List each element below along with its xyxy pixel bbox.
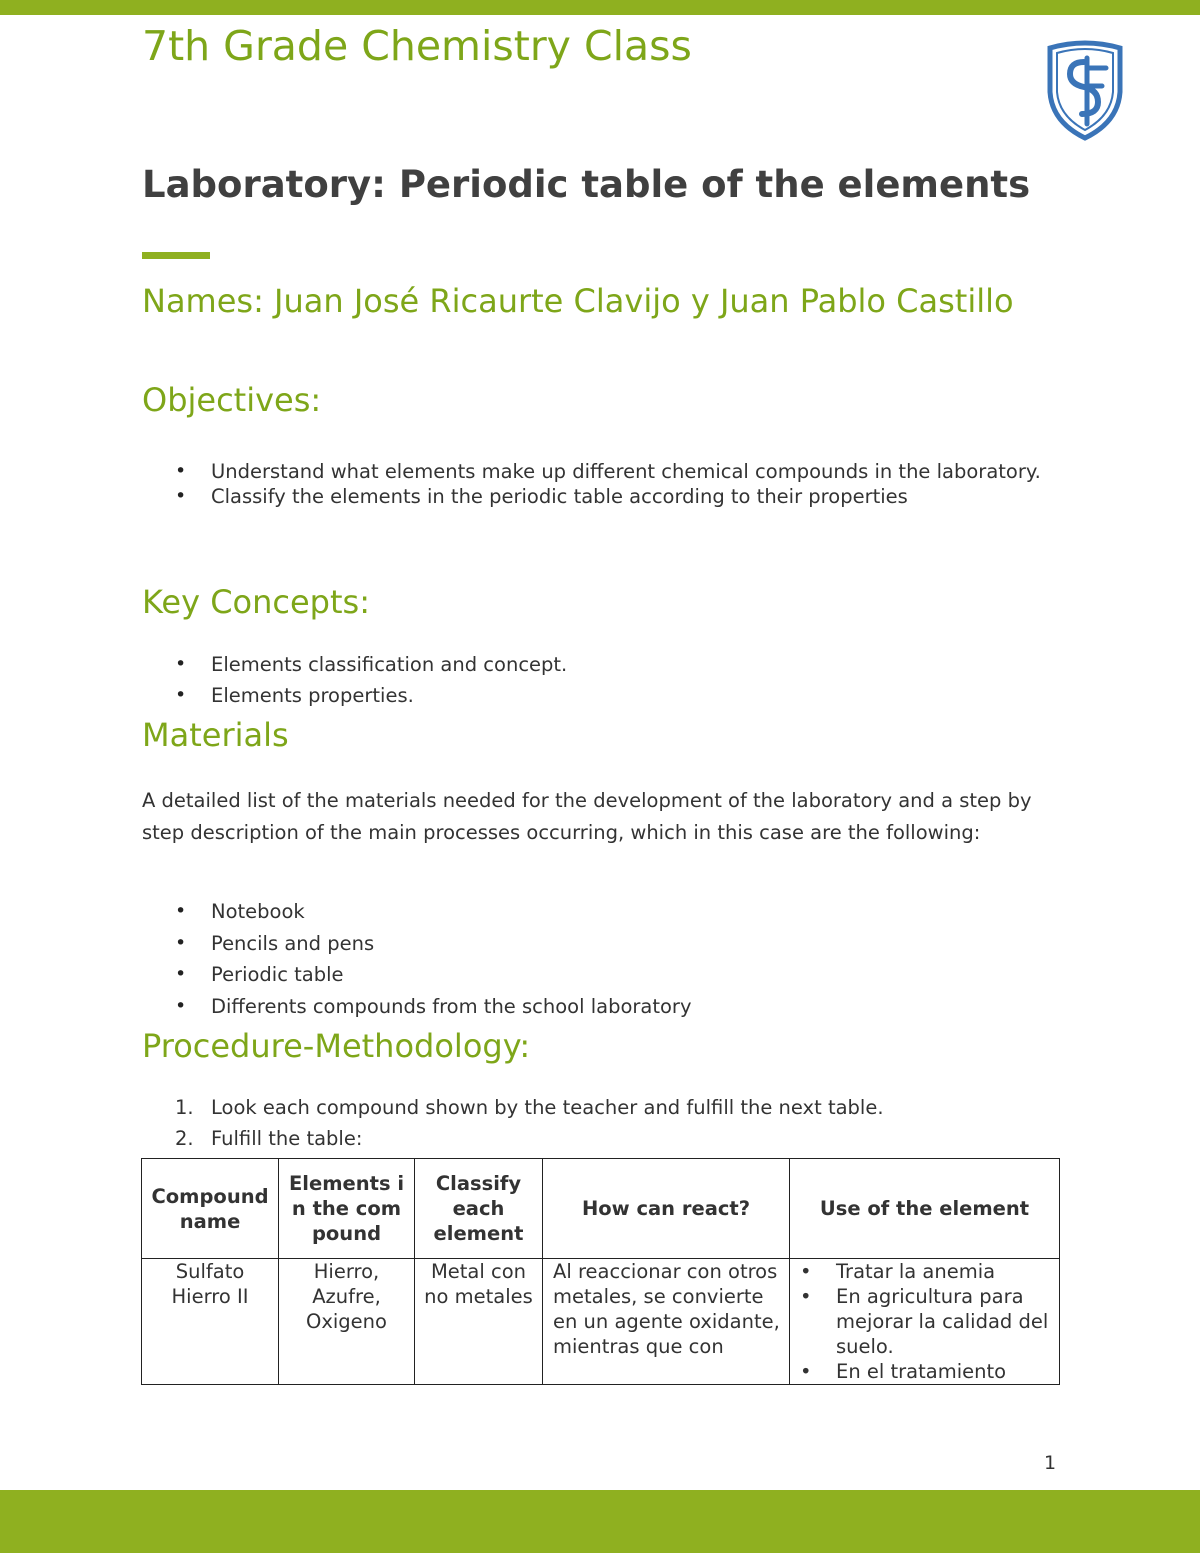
column-header: Compound name xyxy=(142,1159,279,1259)
column-header: Elements in the compound xyxy=(279,1159,415,1259)
document-title: Laboratory: Periodic table of the elements xyxy=(142,163,1031,206)
list-item: • Classify the elements in the periodic table according to their properties xyxy=(142,484,1042,509)
step-number: 2. xyxy=(175,1127,194,1150)
objectives-list xyxy=(142,459,1042,509)
classification-cell: Metal con no metales xyxy=(415,1259,543,1385)
top-accent-bar xyxy=(0,0,1200,15)
uses-list xyxy=(796,1259,1053,1384)
list-item: • Tratar la anemia xyxy=(796,1259,1053,1284)
materials-list xyxy=(142,899,1042,1019)
step-text: Fulfill the table: xyxy=(211,1127,363,1150)
page-number: 1 xyxy=(1044,1452,1057,1474)
compound-cell: Sulfato Hierro II xyxy=(142,1259,279,1385)
list-item: • Elements properties. xyxy=(142,683,1042,708)
header-title: 7th Grade Chemistry Class xyxy=(142,22,692,70)
list-item: • Differents compounds from the school laboratory xyxy=(142,994,1042,1019)
column-header: Classify each element xyxy=(415,1159,543,1259)
key-concepts-heading: Key Concepts: xyxy=(142,583,370,621)
list-item: • Periodic table xyxy=(142,962,1042,987)
table-header-row xyxy=(142,1159,1060,1259)
step-number: 1. xyxy=(175,1096,194,1119)
column-header: How can react? xyxy=(543,1159,790,1259)
materials-heading: Materials xyxy=(142,716,289,754)
list-item: • Notebook xyxy=(142,899,1042,924)
uses-cell xyxy=(790,1259,1060,1385)
school-crest-logo xyxy=(1044,40,1126,142)
list-item: • Understand what elements make up different chemical compounds in the laboratory. xyxy=(142,459,1042,484)
reaction-cell: Al reaccionar con otros metales, se convierte en un agente oxidante, mientras que con xyxy=(543,1259,790,1385)
table-row xyxy=(142,1259,1060,1385)
step-text: Look each compound shown by the teacher and fulfill the next table. xyxy=(211,1096,884,1119)
list-item: • En agricultura para mejorar la calidad del suelo. xyxy=(796,1284,1053,1359)
list-item: • Pencils and pens xyxy=(142,931,1042,956)
list-item: • Elements classification and concept. xyxy=(142,652,1042,677)
list-item: • En el tratamiento xyxy=(796,1359,1053,1384)
column-header: Use of the element xyxy=(790,1159,1060,1259)
bottom-accent-bar xyxy=(0,1490,1200,1553)
materials-paragraph: A detailed list of the materials needed for the development of the laboratory and a step by step description of the main processes occurring, which in this case are the following: xyxy=(142,789,1032,844)
title-underline xyxy=(142,252,210,259)
procedure-heading: Procedure-Methodology: xyxy=(142,1027,531,1065)
compounds-table xyxy=(141,1158,1060,1385)
key-concepts-list xyxy=(142,652,1042,708)
objectives-heading: Objectives: xyxy=(142,381,322,419)
procedure-steps xyxy=(142,1095,1042,1151)
elements-cell: Hierro, Azufre, Oxigeno xyxy=(279,1259,415,1385)
student-names: Names: Juan José Ricaurte Clavijo y Juan Pablo Castillo xyxy=(142,282,1014,320)
list-item xyxy=(142,1126,1042,1151)
list-item xyxy=(142,1095,1042,1120)
